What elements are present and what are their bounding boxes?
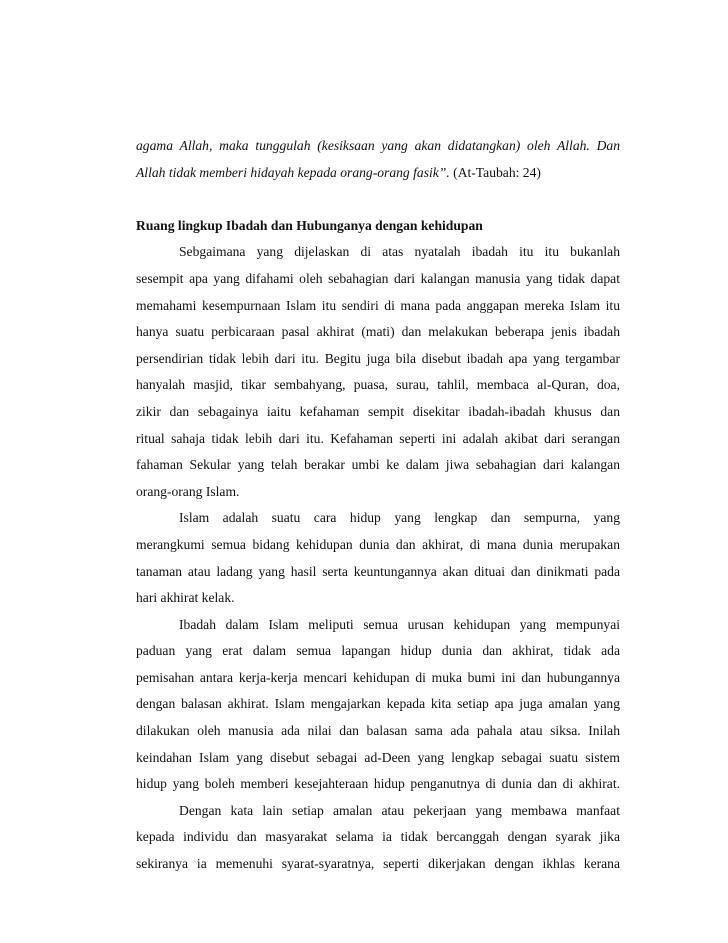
quote-text-end: Allah tidak memberi hidayah kepada orang-orang fasik”. (136, 164, 450, 180)
text-line: hanya suatu perbicaraan pasal akhirat (mati) dan melakukan beberapa jenis ibadah (136, 324, 620, 340)
spacer (136, 186, 620, 213)
quote-reference: (At-Taubah: 24) (449, 164, 541, 180)
text-line: sesempit apa yang difahami oleh sebahagian dari kalangan manusia yang tidak dapat (136, 270, 620, 286)
text-line: Ibadah dalam Islam meliputi semua urusan kehidupan yang mempunyai (179, 616, 620, 632)
text-line: dilakukan oleh manusia ada nilai dan balasan sama ada pahala atau siksa. Inilah (136, 723, 620, 739)
quote-line-2 (136, 160, 620, 187)
text-line: memahami kesempurnaan Islam itu sendiri di mana pada anggapan mereka Islam itu (136, 297, 620, 313)
text-line: dengan balasan akhirat. Islam mengajarkan kepada kita setiap apa juga amalan yang (136, 696, 620, 712)
text-line: zikir dan sebagainya iaitu kefahaman sempit disekitar ibadah-ibadah khusus dan (136, 403, 620, 419)
text-line: persendirian tidak lebih dari itu. Begitu juga bila disebut ibadah apa yang tergambar (136, 350, 620, 366)
text-line: ritual sahaja tidak lebih dari itu. Kefahaman seperti ini adalah akibat dari serangan (136, 430, 620, 446)
text-line: Islam adalah suatu cara hidup yang lengkap dan sempurna, yang (179, 510, 620, 526)
paragraph-3 (136, 612, 620, 798)
document-page (136, 133, 620, 878)
paragraph-4 (136, 798, 620, 878)
text-line: tanaman atau ladang yang hasil serta keuntungannya akan dituai dan dinikmati pada (136, 563, 620, 579)
section-heading: Ruang lingkup Ibadah dan Hubunganya dengan kehidupan (136, 217, 483, 233)
text-line: merangkumi semua bidang kehidupan dunia dan akhirat, di mana dunia merupakan (136, 536, 620, 552)
text-line: sekiranya ia memenuhi syarat-syaratnya, seperti dikerjakan dengan ikhlas kerana (136, 856, 620, 872)
text-line: keindahan Islam yang disebut sebagai ad-Deen yang lengkap sebagai suatu sistem (136, 749, 620, 765)
quote-line-1: agama Allah, maka tunggulah (kesiksaan yang akan didatangkan) oleh Allah. Dan (136, 138, 620, 153)
text-line: orang-orang Islam. (136, 483, 240, 499)
text-line: pemisahan antara kerja-kerja mencari kehidupan di muka bumi ini dan hubungannya (136, 669, 620, 685)
text-line: Sebgaimana yang dijelaskan di atas nyatalah ibadah itu itu bukanlah (179, 244, 620, 260)
text-line: fahaman Sekular yang telah berakar umbi ke dalam jiwa sebahagian dari kalangan (136, 457, 620, 473)
text-line: kepada individu dan masyarakat selama ia tidak bercanggah dengan syarak jika (136, 829, 620, 845)
paragraph-1 (136, 239, 620, 505)
paragraph-2 (136, 505, 620, 611)
text-line: hidup yang boleh memberi kesejahteraan hidup penganutnya di dunia dan di akhirat. (136, 776, 620, 792)
text-line: Dengan kata lain setiap amalan atau pekerjaan yang membawa manfaat (179, 802, 620, 818)
text-line: hanyalah masjid, tikar sembahyang, puasa, surau, tahlil, membaca al-Quran, doa, (136, 377, 620, 393)
text-line: paduan yang erat dalam semua lapangan hidup dunia dan akhirat, tidak ada (136, 643, 620, 659)
text-line: hari akhirat kelak. (136, 590, 235, 606)
